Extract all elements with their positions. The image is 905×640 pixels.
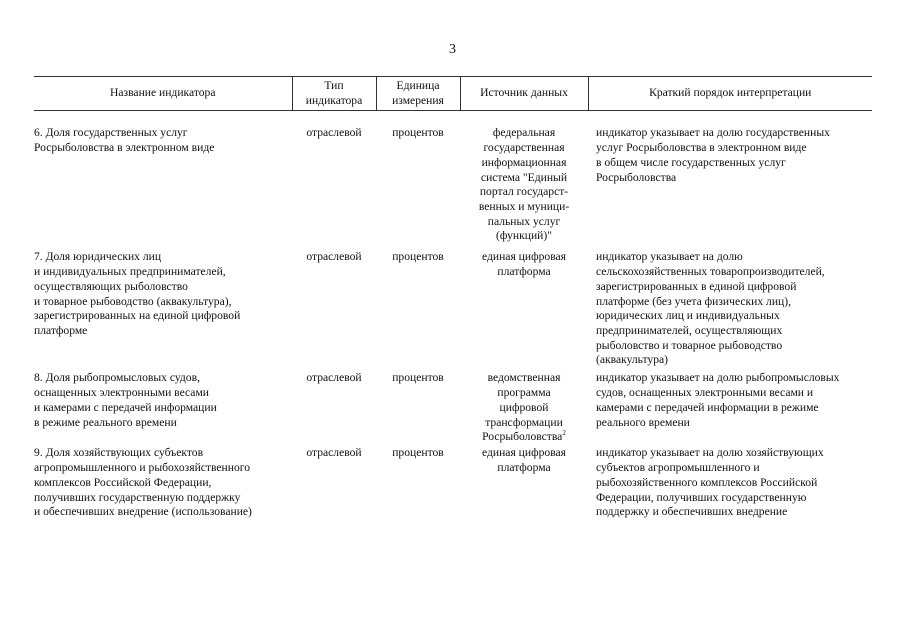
text-line: единая цифровая — [482, 446, 566, 460]
text-line: ведомственная — [487, 371, 561, 385]
text-line: осуществляющих рыболовство — [34, 279, 188, 293]
text-line: индикатор указывает на долю — [596, 250, 743, 264]
text-line: Росрыболовства в электронном виде — [34, 141, 215, 155]
text-line: 8. Доля рыбопромысловых судов, — [34, 371, 200, 385]
text-line: государственная — [483, 141, 565, 155]
text-line — [464, 430, 584, 445]
footnote-marker: 2 — [562, 429, 566, 438]
unit-cell: процентов — [392, 126, 444, 140]
text-line: информационная — [481, 155, 567, 169]
header-type-line: Тип — [324, 79, 344, 92]
text-line: портал государст- — [479, 185, 569, 199]
interpretation-cell — [588, 446, 872, 526]
table-row — [34, 250, 872, 371]
text-line: рыболовство и товарное рыбоводство — [596, 338, 783, 352]
text-line: зарегистрированных в единой цифровой — [596, 279, 797, 293]
text-line: платформе — [34, 323, 88, 337]
text-line: субъектов агропромышленного и — [596, 461, 760, 475]
text-line: индикатор указывает на долю государственных — [596, 126, 830, 140]
indicators-table — [34, 76, 872, 526]
text-line: и товарное рыбоводство (аквакультура), — [34, 294, 232, 308]
header-interpretation: Краткий порядок интерпретации — [588, 77, 872, 111]
text-line: оснащенных электронными весами — [34, 386, 209, 400]
text-line: реального времени — [596, 415, 690, 429]
indicator-type-cell: отраслевой — [306, 250, 362, 264]
text-line: единая цифровая — [482, 250, 566, 264]
table-row — [34, 446, 872, 526]
text-line: индикатор указывает на долю рыбопромысловых — [596, 371, 840, 385]
header-unit-line: измерения — [392, 93, 444, 107]
text-line: (аквакультура) — [596, 353, 669, 367]
table-header-row — [34, 77, 872, 111]
text-fragment: Росрыболовства — [482, 430, 563, 444]
text-line: Росрыболовства — [596, 170, 677, 184]
text-line: получивших государственную поддержку — [34, 490, 241, 504]
header-data-source: Источник данных — [460, 77, 588, 111]
text-line: федеральная — [492, 126, 556, 140]
table-row — [34, 371, 872, 446]
indicator-name-cell — [34, 250, 292, 371]
unit-cell: процентов — [392, 250, 444, 264]
text-line: пальных услуг — [487, 214, 561, 228]
data-source-cell — [460, 371, 588, 446]
header-indicator-name: Название индикатора — [34, 77, 292, 111]
indicator-name-cell — [34, 446, 292, 526]
text-line: зарегистрированных на единой цифровой — [34, 309, 241, 323]
header-unit — [376, 77, 460, 111]
interpretation-cell — [588, 250, 872, 371]
text-line: в режиме реального времени — [34, 415, 177, 429]
text-line: сельскохозяйственных товаропроизводителей, — [596, 265, 825, 279]
text-line: 9. Доля хозяйствующих субъектов — [34, 446, 204, 460]
text-line: и индивидуальных предпринимателей, — [34, 265, 226, 279]
text-line: (функций)" — [496, 229, 552, 243]
indicator-name-cell — [34, 371, 292, 446]
page-number: 3 — [449, 42, 456, 57]
text-line: платформа — [497, 265, 551, 279]
text-line: в общем числе государственных услуг — [596, 155, 786, 169]
text-line: судов, оснащенных электронными весами и — [596, 386, 814, 400]
indicator-name-cell — [34, 126, 292, 250]
text-line: камерами с передачей информации в режиме — [596, 400, 819, 414]
text-line: трансформации — [485, 415, 563, 429]
header-unit-line: Единица — [396, 79, 440, 92]
text-line: венных и муници- — [478, 199, 570, 213]
text-line: юридических лиц и индивидуальных — [596, 309, 780, 323]
text-line: предпринимателей, осуществляющих — [596, 323, 783, 337]
unit-cell: процентов — [392, 446, 444, 460]
interpretation-cell — [588, 371, 872, 446]
table-row — [34, 126, 872, 250]
interpretation-cell — [588, 126, 872, 250]
data-source-cell — [460, 250, 588, 371]
text-line: платформе (без учета физических лиц), — [596, 294, 792, 308]
indicator-type-cell: отраслевой — [306, 126, 362, 140]
text-line: Федерации, получивших государственную — [596, 490, 807, 504]
text-line: и камерами с передачей информации — [34, 400, 217, 414]
text-line: цифровой — [499, 400, 549, 414]
data-source-cell — [460, 446, 588, 526]
text-line: и обеспечивших внедрение (использование) — [34, 505, 252, 519]
indicator-type-cell: отраслевой — [306, 371, 362, 385]
text-line: 6. Доля государственных услуг — [34, 126, 188, 140]
header-type-line: индикатора — [305, 93, 363, 107]
unit-cell: процентов — [392, 371, 444, 385]
text-line: поддержку и обеспечивших внедрение — [596, 505, 788, 519]
text-line: 7. Доля юридических лиц — [34, 250, 162, 264]
text-line: система "Единый — [480, 170, 568, 184]
text-line: платформа — [497, 461, 551, 475]
text-line: рыбохозяйственного комплексов Российской — [596, 475, 818, 489]
text-line: услуг Росрыболовства в электронном виде — [596, 141, 807, 155]
indicator-type-cell: отраслевой — [306, 446, 362, 460]
text-line: программа — [497, 386, 551, 400]
text-line: агропромышленного и рыбохозяйственного — [34, 461, 251, 475]
data-source-cell — [460, 126, 588, 250]
text-line: комплексов Российской Федерации, — [34, 475, 212, 489]
header-indicator-type — [292, 77, 376, 111]
text-line: индикатор указывает на долю хозяйствующих — [596, 446, 824, 460]
